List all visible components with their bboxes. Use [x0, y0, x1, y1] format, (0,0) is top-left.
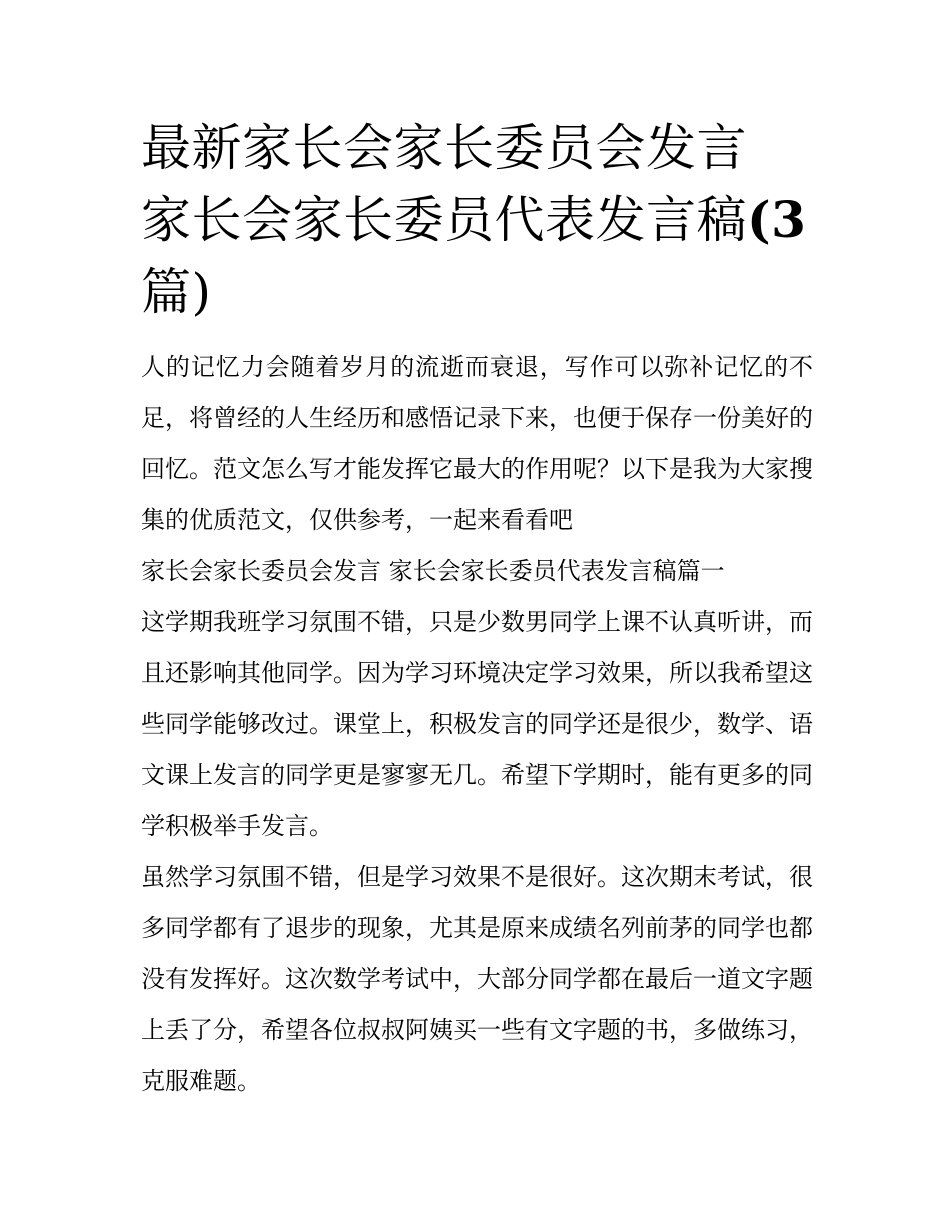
document-page — [141, 112, 813, 1107]
title-count: (3 — [747, 190, 807, 249]
title-main: 最新家长会家长委员会发言 家长会家长委员代表发言稿 — [141, 119, 747, 249]
title-tail: 篇) — [141, 263, 212, 321]
section-heading: 家长会家长委员会发言 家长会家长委员代表发言稿篇一 — [141, 557, 725, 585]
document-title — [141, 112, 813, 328]
body-paragraph-2: 虽然学习氛围不错，但是学习效果不是很好。这次期末考试，很多同学都有了退步的现象，尤其是原来成绩名列前茅的同学也都没有发挥好。这次数学考试中，大部分同学都在最后一道文字题上丢了分，希望各位叔叔阿姨买一些有文字题的书，多做练习，克服难题。 — [141, 863, 813, 1095]
document-body — [141, 342, 813, 1107]
intro-paragraph: 人的记忆力会随着岁月的流逝而衰退，写作可以弥补记忆的不足，将曾经的人生经历和感悟记录下来，也便于保存一份美好的回忆。范文怎么写才能发挥它最大的作用呢？以下是我为大家搜集的优质范文，仅供参考，一起来看看吧 — [141, 353, 813, 534]
body-paragraph-1: 这学期我班学习氛围不错，只是少数男同学上课不认真听讲，而且还影响其他同学。因为学习环境决定学习效果，所以我希望这些同学能够改过。课堂上，积极发言的同学还是很少，数学、语文课上发言的同学更是寥寥无几。希望下学期时，能有更多的同学积极举手发言。 — [141, 608, 813, 840]
